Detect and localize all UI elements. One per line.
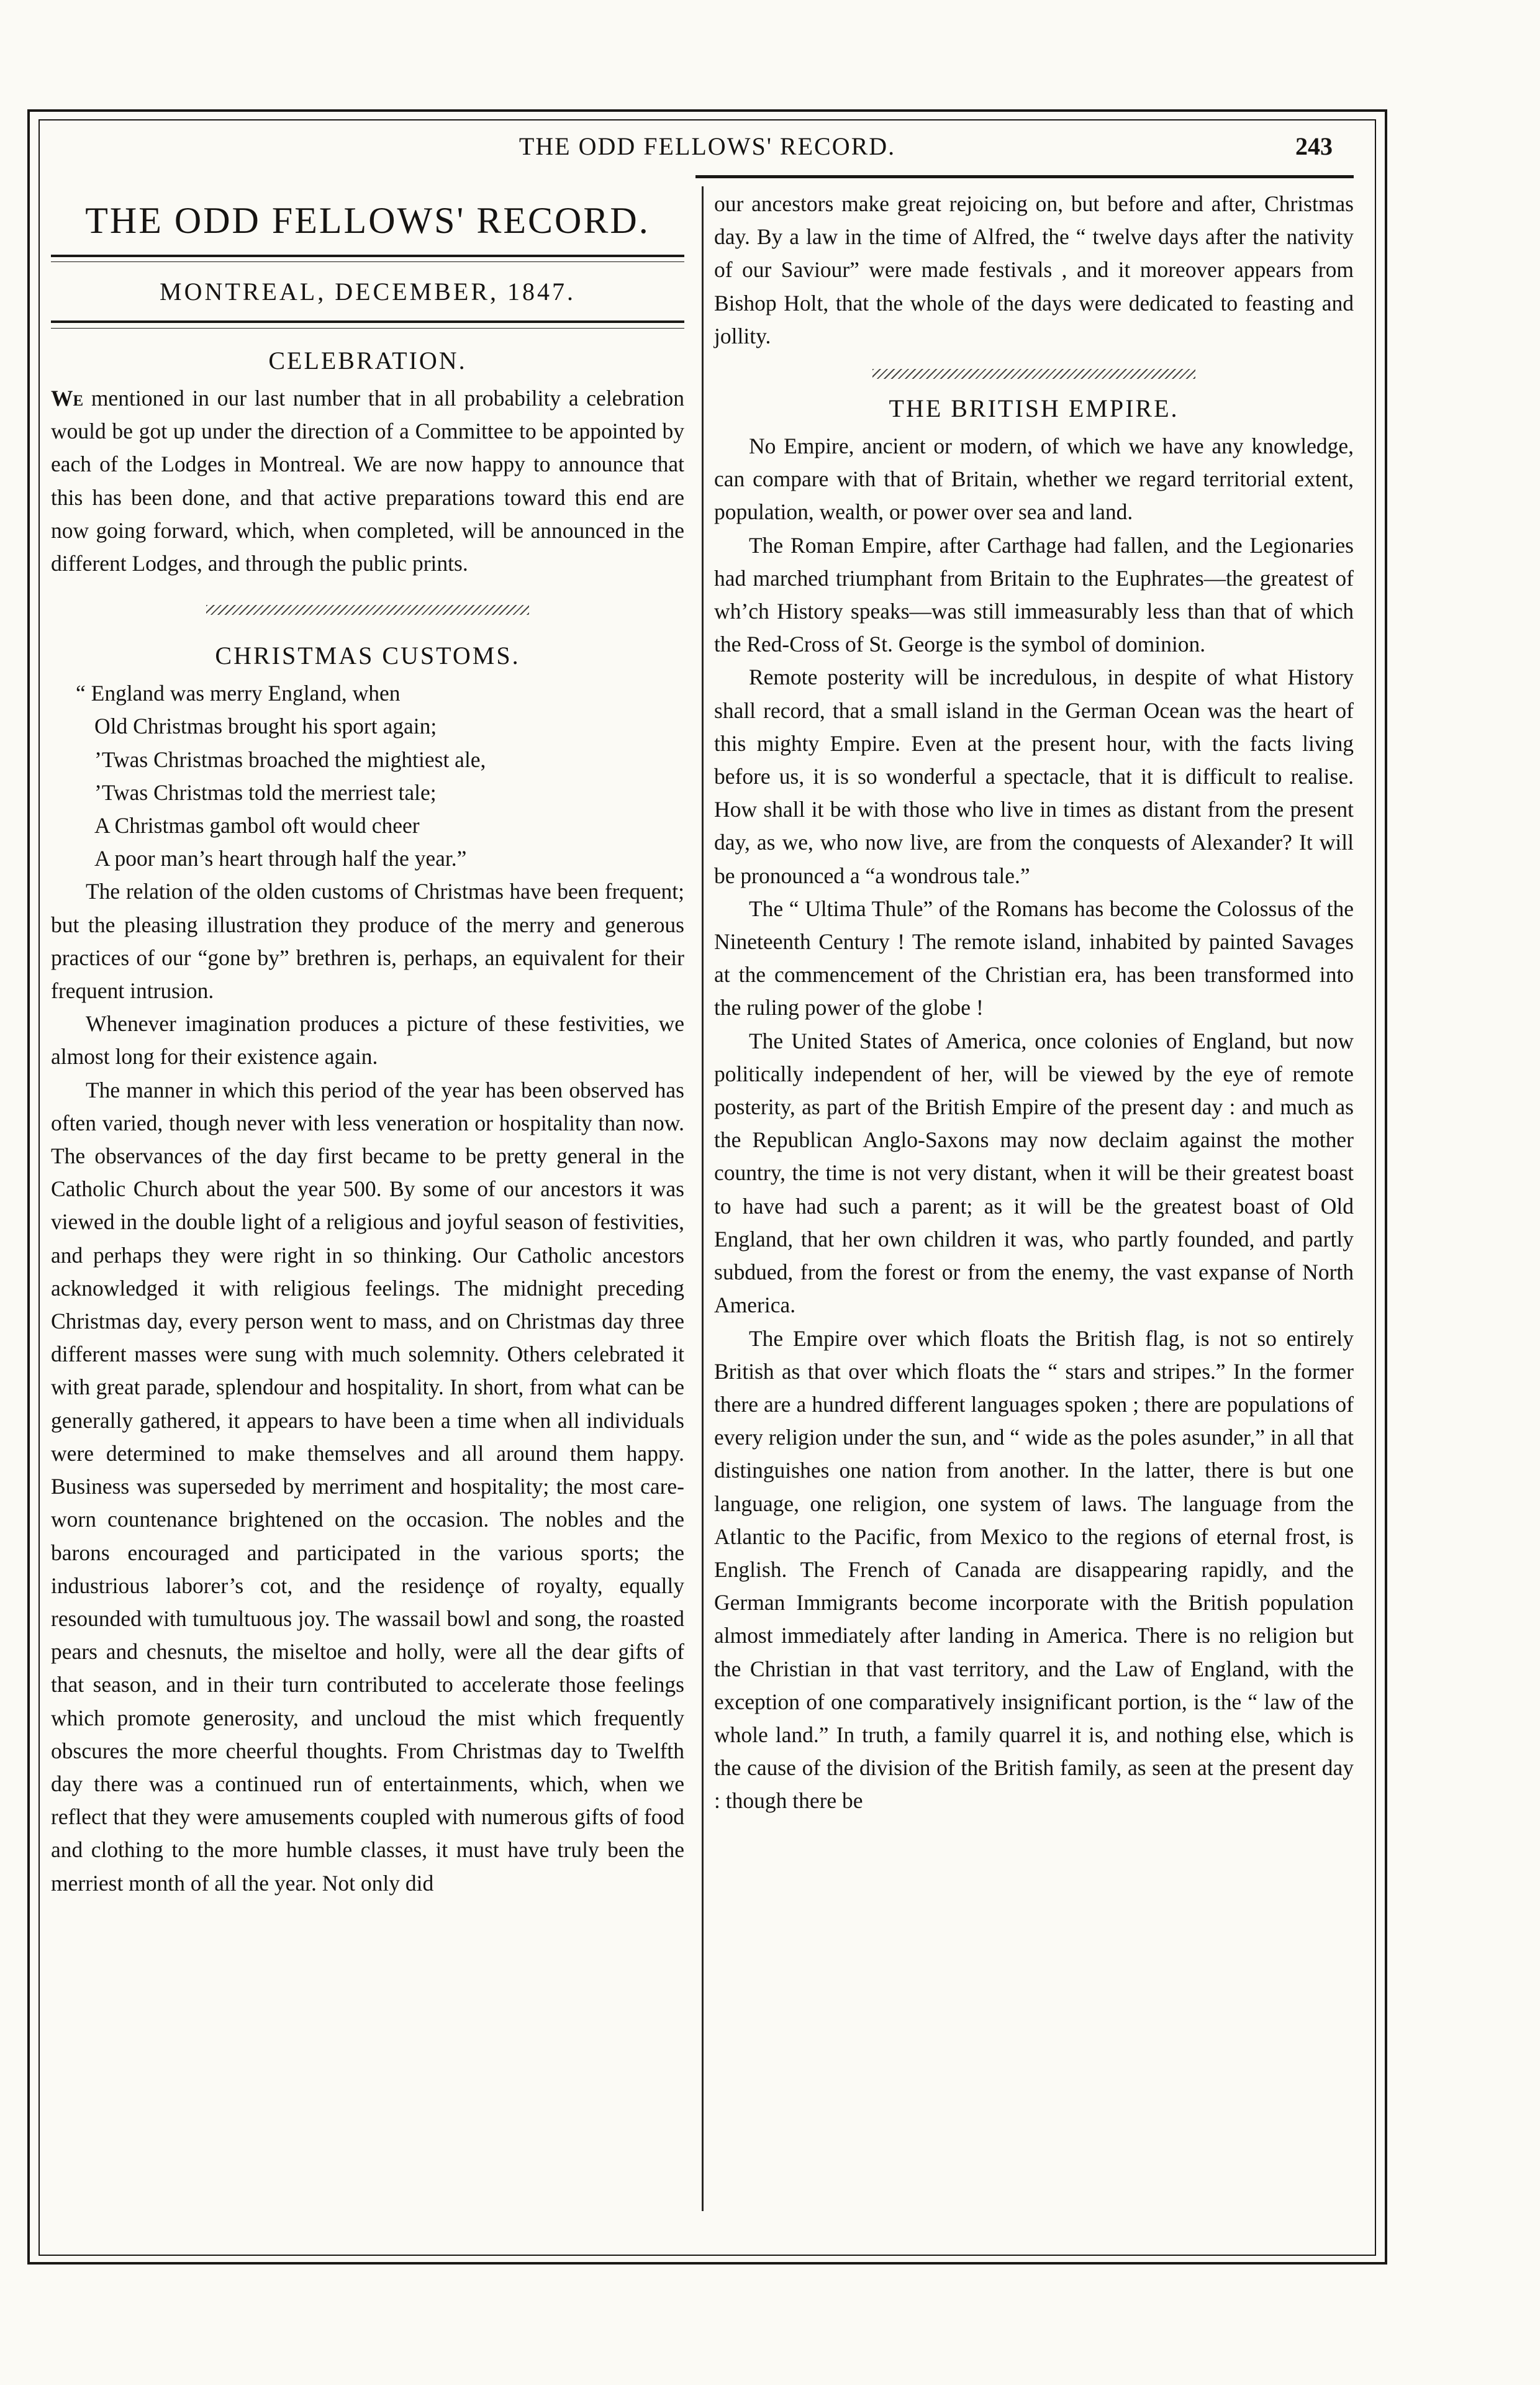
poem-line: ’Twas Christmas broached the mightiest ale, [94, 747, 486, 772]
right-column [714, 188, 1354, 1818]
empire-paragraph: No Empire, ancient or modern, of which we have any knowledge, can compare with that of Britain, whether we regard territorial extent, population, wealth, or power over sea and land. [714, 434, 1354, 525]
empire-paragraph: The Empire over which floats the British flag, is not so entirely British as that over which floats the “ stars and stripes.” In the former there are a hundred different languages spoken ; there are populations of every religion under the sun, and “ wide as the poles asunder,” in all that distinguishes one nation from another. In the latter, there is but one language, one religion, one system of laws. The language from the Atlantic to the Pacific, from Mexico to the regions of eternal frost, is English. The French of Canada are disappearing rapidly, and the German Immigrants become incorporate with the British population almost immediately after landing in America. There is no religion but the Christian in that vast territory, and the Law of England, with the exception of one comparatively insignificant portion, is the “ law of the whole land.” In truth, a family quarrel it is, and nothing else, which is the cause of the division of the British family, as seen at the present day : though there be [714, 1325, 1354, 1814]
left-column [51, 186, 684, 1900]
masthead-title: THE ODD FELLOWS' RECORD. [85, 200, 650, 241]
header-rule [695, 175, 1354, 178]
poem-line: Old Christmas brought his sport again; [94, 714, 437, 739]
page-number: 243 [1295, 132, 1333, 160]
celebration-lead-word: We [51, 386, 84, 411]
celebration-heading: CELEBRATION. [268, 347, 467, 375]
empire-paragraph: The Roman Empire, after Carthage had fallen, and the Legionaries had marched triumphant from Britain to the Euphrates—the greatest of wh’ch History speaks—was still immeasurably less than that of which the Red-Cross of St. George is the symbol of dominion. [714, 532, 1354, 657]
empire-paragraph: The United States of America, once colonies of England, but now politically independent of her, will be viewed by the eye of remote posterity, as part of the British Empire of the present day : and much as the Republican Anglo-Saxons may now declaim against the mother country, the time is not very distant, when it will be their greatest boast to have had such a parent; as it will be the greatest boast of Old England, that her own children it was, who partly founded, and partly subdued, from the forest or from the enemy, the vast expanse of North America. [714, 1028, 1354, 1318]
poem-line: A Christmas gambol oft would cheer [94, 813, 420, 838]
section-ornament-rule [872, 369, 1195, 379]
poem-line: A poor man’s heart through half the year.” [94, 846, 467, 871]
dateline: MONTREAL, DECEMBER, 1847. [160, 278, 576, 306]
celebration-body: mentioned in our last number that in all probability a celebration would be got up under the direction of a Committee to be appointed by each of the Lodges in Montreal. We are now happy to announce that this has been done, and that active preparations toward this end are now going forward, which, when completed, will be announced in the different Lodges, and through the public prints. [51, 386, 684, 576]
dateline-rule [51, 320, 684, 329]
empire-paragraph: Remote posterity will be incredulous, in despite of what History shall record, that a small island in the German Ocean was the heart of this mighty Empire. Even at the present hour, with the facts living before us, it is so wonderful a spectacle, that it is difficult to realise. How shall it be with those who live in times as distant from the present day, as we, who now live, are from the conquests of Alexander? It will be pronounced a “a wondrous tale.” [714, 665, 1354, 888]
poem-line: “ England was merry England, when [76, 681, 401, 706]
masthead-rule [51, 255, 684, 262]
section-ornament-rule [206, 605, 529, 615]
british-empire-heading: THE BRITISH EMPIRE. [889, 394, 1179, 423]
christmas-paragraph: The relation of the olden customs of Christmas have been frequent; but the pleasing illustration they produce of the merry and generous practices of our “gone by” brethren is, perhaps, an equivalent for their frequent intrusion. [51, 879, 684, 1004]
christmas-heading: CHRISTMAS CUSTOMS. [215, 642, 520, 670]
christmas-continuation: our ancestors make great rejoicing on, but before and after, Christmas day. By a law in the time of Alfred, the “ twelve days after the nativity of our Saviour” were made festivals , and it moreover appears from Bishop Holt, that the whole of the days were dedicated to feasting and jollity. [714, 191, 1354, 348]
celebration-paragraph [51, 382, 684, 580]
christmas-paragraph: The manner in which this period of the year has been observed has often varied, though never with less veneration or hospitality than now. The observances of the day first became to be pretty general in the Catholic Church about the year 500. By some of our ancestors it was viewed in the double light of a religious and joyful season of festivities, and perhaps they were right in so thinking. Our Catholic ancestors acknowledged it with religious feelings. The midnight preceding Christmas day, every person went to mass, and on Christmas day three different masses were sung with much solemnity. Others celebrated it with great parade, splendour and hospitality. In short, from what can be generally gathered, it appears to have been a time when all individuals were determined to make themselves and all around them happy. Business was superseded by merriment and hospitality; the most care-worn countenance brightened on the occasion. The nobles and the barons encouraged and participated in the various sports; the industrious laborer’s cot, and the residençe of royalty, equally resounded with tumultuous joy. The wassail bowl and song, the roasted pears and chesnuts, the miseltoe and holly, were all the dear gifts of that season, and in their turn contributed to accelerate those feelings which promote generosity, and uncloud the mist which frequently obscures the more cheerful thoughts. From Christmas day to Twelfth day there was a continued run of entertainments, which, when we reflect that they were amusements coupled with numerous gifts of food and clothing to the more humble classes, it must have truly been the merriest month of all the year. Not only did [51, 1077, 684, 1896]
column-divider [702, 186, 704, 2211]
poem-line: ’Twas Christmas told the merriest tale; [94, 779, 437, 805]
running-head-title: THE ODD FELLOWS' RECORD. [519, 132, 896, 160]
empire-paragraph: The “ Ultima Thule” of the Romans has become the Colossus of the Nineteenth Century ! The remote island, inhabited by painted Savages at the commencement of the Christian era, has been transformed into the ruling power of the globe ! [714, 896, 1354, 1020]
running-head [38, 132, 1376, 175]
christmas-poem [76, 677, 684, 875]
christmas-paragraph: Whenever imagination produces a picture of these festivities, we almost long for their existence again. [51, 1011, 684, 1070]
